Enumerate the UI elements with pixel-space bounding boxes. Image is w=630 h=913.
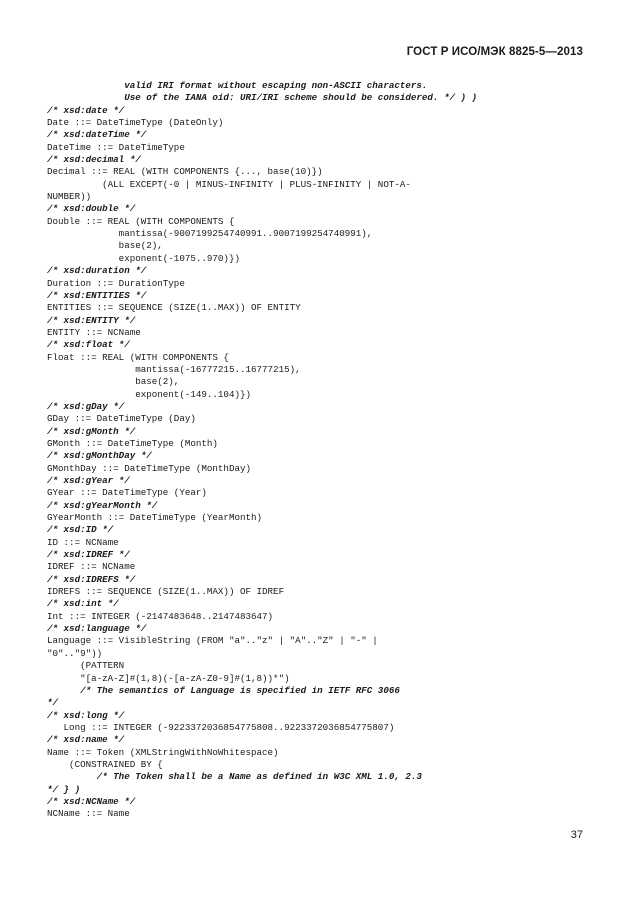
code-line: IDREFS ::= SEQUENCE (SIZE(1..MAX)) OF IDREF bbox=[47, 586, 285, 598]
asn1-code-listing bbox=[47, 80, 590, 821]
code-comment-line: /* xsd:long */ bbox=[47, 709, 125, 721]
code-comment-line: /* xsd:date */ bbox=[47, 104, 125, 116]
code-comment-line: valid IRI format without escaping non-ASCII characters. bbox=[47, 80, 428, 91]
code-line: base(2), bbox=[47, 376, 180, 388]
code-comment-line: /* xsd:NCName */ bbox=[47, 795, 136, 807]
code-comment-line: /* xsd:IDREFS */ bbox=[47, 573, 136, 585]
code-comment-line: /* xsd:dateTime */ bbox=[47, 129, 147, 141]
code-line: "[a-zA-Z]#(1,8)(-[a-zA-Z0-9]#(1,8))*") bbox=[47, 672, 290, 684]
document-header: ГОСТ Р ИСО/МЭК 8825-5—2013 bbox=[406, 46, 583, 58]
code-comment-line: */ bbox=[47, 697, 59, 709]
code-comment-line: /* xsd:name */ bbox=[47, 734, 125, 746]
code-comment-line: /* xsd:IDREF */ bbox=[47, 549, 130, 561]
code-line: ENTITIES ::= SEQUENCE (SIZE(1..MAX)) OF ENTITY bbox=[47, 302, 301, 314]
code-line: Int ::= INTEGER (-2147483648..2147483647) bbox=[47, 610, 274, 622]
code-comment-line: /* xsd:double */ bbox=[47, 203, 136, 215]
code-comment-line: /* xsd:ENTITIES */ bbox=[47, 289, 147, 301]
code-comment-line: /* xsd:ID */ bbox=[47, 524, 114, 536]
code-comment-line: /* xsd:duration */ bbox=[47, 265, 147, 277]
page-number: 37 bbox=[570, 829, 583, 841]
code-comment-line: /* xsd:gYearMonth */ bbox=[47, 499, 158, 511]
code-line: Language ::= VisibleString (FROM "a".."z" | "A".."Z" | "-" | bbox=[47, 635, 378, 647]
code-line: (PATTERN bbox=[47, 660, 125, 672]
code-line: exponent(-1075..970)}) bbox=[47, 252, 240, 264]
code-line: DateTime ::= DateTimeType bbox=[47, 141, 185, 153]
code-comment-line: /* xsd:int */ bbox=[47, 598, 119, 610]
code-line: GMonthDay ::= DateTimeType (MonthDay) bbox=[47, 462, 251, 474]
code-comment-line: */ } ) bbox=[47, 783, 81, 795]
code-line: mantissa(-16777215..16777215), bbox=[47, 363, 301, 375]
code-line: NUMBER)) bbox=[47, 191, 92, 203]
code-comment-line: /* xsd:gMonthDay */ bbox=[47, 450, 152, 462]
code-comment-line: /* xsd:language */ bbox=[47, 623, 147, 635]
code-line: ENTITY ::= NCName bbox=[47, 326, 141, 338]
code-line: Long ::= INTEGER (-9223372036854775808..9223372036854775807) bbox=[47, 721, 395, 733]
code-line: IDREF ::= NCName bbox=[47, 561, 136, 573]
code-comment-line: /* The semantics of Language is specified in IETF RFC 3066 bbox=[47, 684, 400, 696]
code-line: GYear ::= DateTimeType (Year) bbox=[47, 487, 207, 499]
code-line: Float ::= REAL (WITH COMPONENTS { bbox=[47, 351, 229, 363]
code-comment-line: /* xsd:gYear */ bbox=[47, 475, 130, 486]
code-line: (ALL EXCEPT(-0 | MINUS-INFINITY | PLUS-INFINITY | NOT-A- bbox=[47, 178, 411, 190]
code-line: exponent(-149..104)}) bbox=[47, 388, 251, 400]
code-line: Date ::= DateTimeType (DateOnly) bbox=[47, 117, 224, 129]
code-line: mantissa(-9007199254740991..9007199254740991), bbox=[47, 228, 373, 240]
code-line: GYearMonth ::= DateTimeType (YearMonth) bbox=[47, 512, 263, 524]
code-comment-line: /* xsd:gMonth */ bbox=[47, 425, 136, 437]
code-line: GMonth ::= DateTimeType (Month) bbox=[47, 437, 218, 449]
code-line: Duration ::= DurationType bbox=[47, 277, 185, 289]
code-line: base(2), bbox=[47, 240, 163, 252]
code-comment-line: /* xsd:ENTITY */ bbox=[47, 314, 136, 326]
code-line: NCName ::= Name bbox=[47, 808, 130, 820]
code-line: Decimal ::= REAL (WITH COMPONENTS {..., base(10)}) bbox=[47, 166, 323, 178]
code-line: (CONSTRAINED BY { bbox=[47, 758, 163, 770]
code-line: Name ::= Token (XMLStringWithNoWhitespace) bbox=[47, 746, 279, 758]
code-comment-line: Use of the IANA oid: URI/IRI scheme should be considered. */ ) ) bbox=[47, 92, 478, 104]
code-line: "0".."9")) bbox=[47, 647, 103, 659]
code-line: Double ::= REAL (WITH COMPONENTS { bbox=[47, 215, 235, 227]
code-line: ID ::= NCName bbox=[47, 536, 119, 548]
code-comment-line: /* xsd:float */ bbox=[47, 339, 130, 351]
code-line: GDay ::= DateTimeType (Day) bbox=[47, 413, 196, 425]
code-comment-line: /* xsd:decimal */ bbox=[47, 154, 141, 166]
code-comment-line: /* The Token shall be a Name as defined in W3C XML 1.0, 2.3 bbox=[47, 771, 422, 783]
code-comment-line: /* xsd:gDay */ bbox=[47, 400, 125, 412]
